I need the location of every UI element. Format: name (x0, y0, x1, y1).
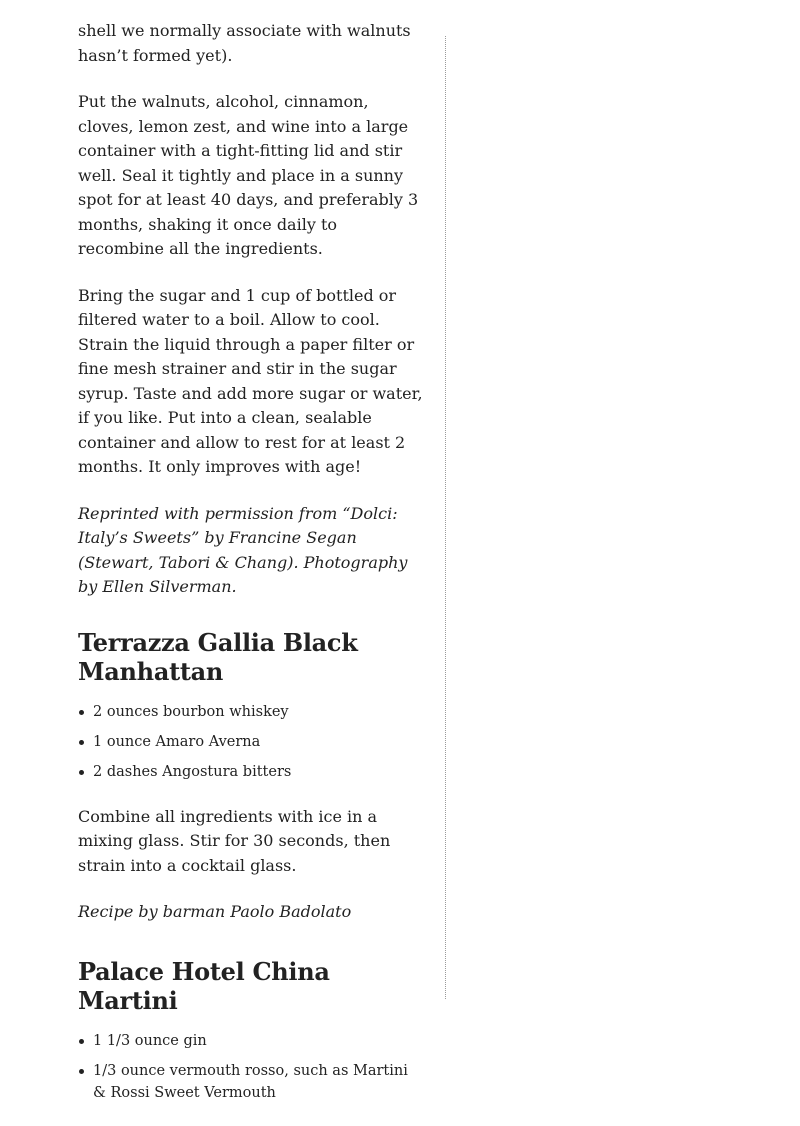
recipe-title: Terrazza Gallia Black Manhattan (78, 627, 358, 686)
column-divider (445, 36, 446, 999)
ingredient-text: 2 ounces bourbon whiskey (93, 703, 289, 720)
ingredient-text: 1 1/3 ounce gin (93, 1032, 207, 1049)
bullet-icon (79, 740, 84, 745)
recipe-credit: Recipe by barman Paolo Badolato (78, 902, 352, 921)
intro-paragraph: Bring the sugar and 1 cup of bottled or filtered water to a boil. Allow to cool. Strain the liquid through a paper filter or fine mesh strainer and stir in the sugar syrup. Taste and add more sugar or water, if you like. Put into a clean, sealable container and allow to rest for at least 2 months. It only improves with age! (78, 285, 423, 476)
recipe-title: Palace Hotel China Martini (78, 956, 330, 1015)
recipe-method: Combine all ingredients with ice in a mixing glass. Stir for 30 seconds, then strain into a cocktail glass. (78, 806, 391, 875)
bullet-icon (79, 1069, 84, 1074)
article-viewport[interactable] (0, 21, 800, 1101)
bullet-icon (79, 710, 84, 715)
intro-paragraph: shell we normally associate with walnuts hasn’t formed yet). (78, 21, 411, 65)
ingredient-list (78, 1030, 423, 1104)
ingredient-item (93, 761, 423, 783)
bullet-icon (79, 1039, 84, 1044)
ingredient-item (93, 1030, 423, 1052)
intro-paragraph: Put the walnuts, alcohol, cinnamon, cloves, lemon zest, and wine into a large container with a tight-fitting lid and stir well. Seal it tightly and place in a sunny spot for at least 40 days, and preferably 3 months, shaking it once daily to recombine all the ingredients. (78, 92, 419, 258)
ingredient-item (93, 701, 423, 723)
ingredient-item (93, 1060, 423, 1104)
intro-credit: Reprinted with permission from “Dolci: Italy’s Sweets” by Francine Segan (Stewart, Tabori & Chang). Photography by Ellen Silverman. (78, 503, 408, 596)
ingredient-text: 1/3 ounce vermouth rosso, such as Martini & Rossi Sweet Vermouth (93, 1062, 408, 1101)
ingredient-text: 1 ounce Amaro Averna (93, 733, 261, 750)
ingredient-item (93, 731, 423, 753)
recipe-china-martini (78, 957, 423, 1104)
article-body (78, 19, 423, 1126)
ingredient-list (78, 701, 423, 783)
ingredient-text: 2 dashes Angostura bitters (93, 763, 292, 780)
recipe-black-manhattan (78, 628, 423, 925)
bullet-icon (79, 770, 84, 775)
